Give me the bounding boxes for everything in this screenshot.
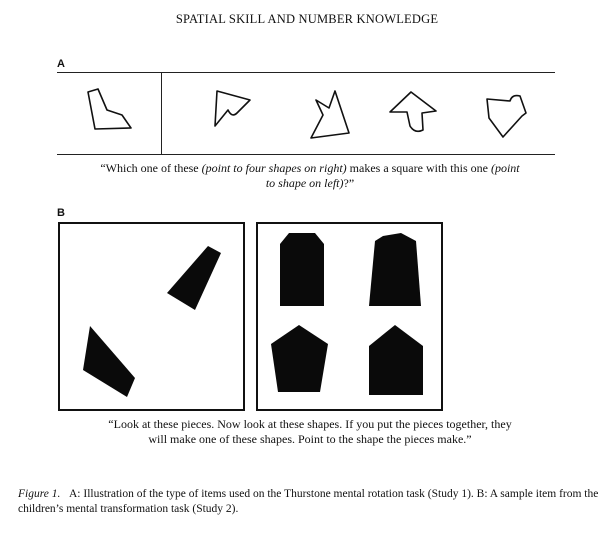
- caption-a-part-4: (point to shape on left): [265, 161, 520, 190]
- candidate-shape-3[interactable]: [271, 325, 328, 392]
- caption-a-part-1: “Which one of these: [100, 161, 202, 175]
- piece-2[interactable]: [83, 326, 135, 397]
- running-head: SPATIAL SKILL AND NUMBER KNOWLEDGE: [175, 12, 439, 26]
- candidate-shape-2[interactable]: [369, 233, 421, 306]
- piece-1[interactable]: [167, 246, 221, 310]
- panel-b-label: B: [57, 207, 65, 219]
- figure-label: Figure 1.: [18, 488, 61, 500]
- caption-a-part-2: (point to four shapes on right): [201, 161, 347, 175]
- caption-a-part-5: ?”: [343, 176, 355, 190]
- figure-caption: [18, 487, 608, 517]
- candidate-shape-4[interactable]: [369, 325, 423, 395]
- figure-caption-text: A: Illustration of the type of items used on the Thurstone mental rotation task (Study 1). B: A sample item from the children’s mental transformation task (Study 2).: [18, 488, 599, 515]
- caption-a-part-3: makes a square with this one: [346, 161, 491, 175]
- candidate-shape-1[interactable]: [280, 233, 324, 306]
- panel-b-caption: “Look at these pieces. Now look at these shapes. If you put the pieces together, they will make one of these shapes. Point to the shape the pieces make.”: [108, 417, 512, 446]
- panel-a-label: A: [57, 58, 65, 70]
